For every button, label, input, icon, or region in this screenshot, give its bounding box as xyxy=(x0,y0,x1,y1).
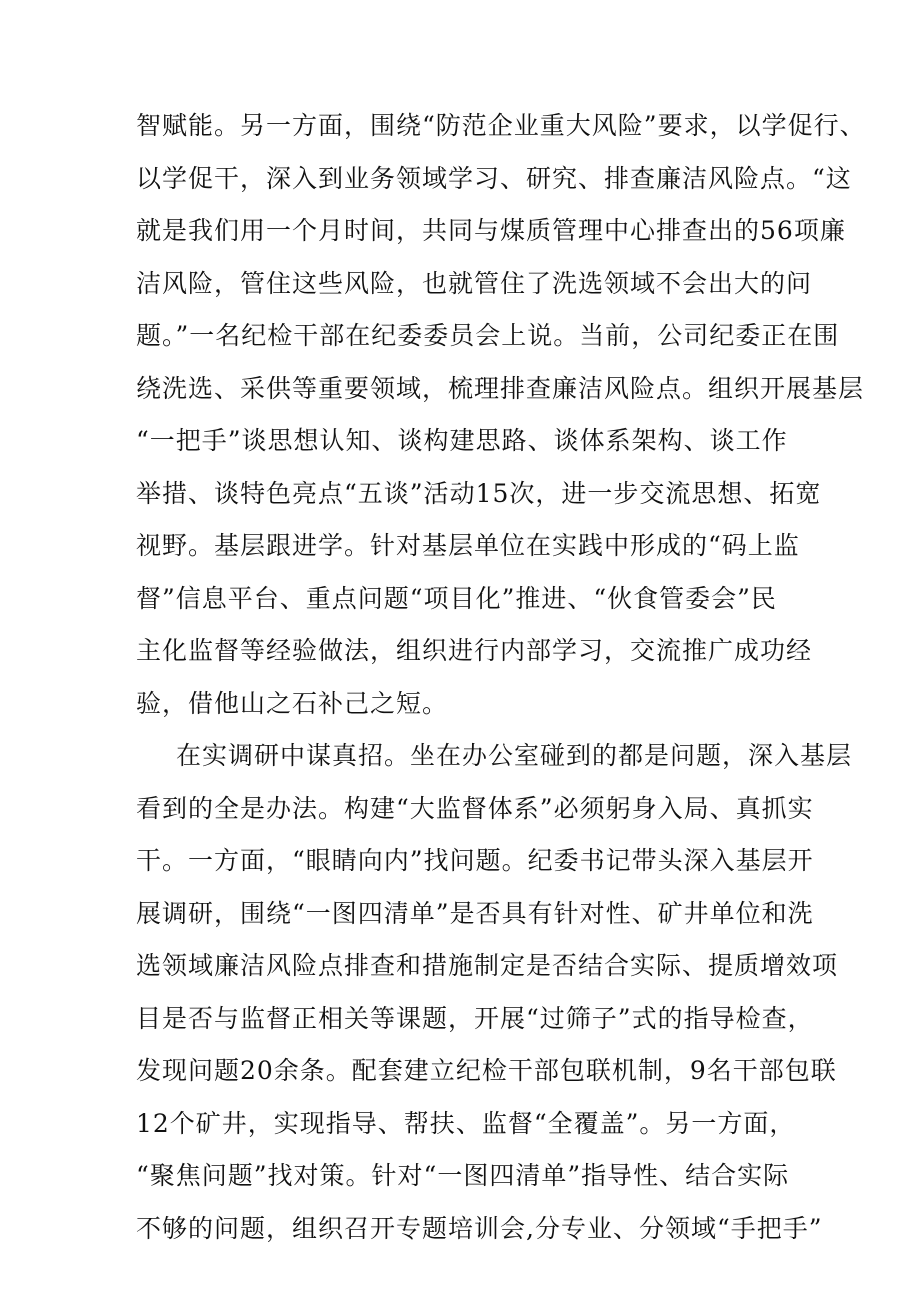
text-line: 绕洗选、采供等重要领域，梳理排查廉洁风险点。组织开展基层 xyxy=(136,373,865,403)
text-line: 洁风险，管住这些风险，也就管住了洗选领域不会出大的问 xyxy=(136,268,813,298)
text-line: 视野。基层跟进学。针对基层单位在实践中形成的“码上监 xyxy=(136,531,800,560)
text-line: 不够的问题，组织召开专题培训会,分专业、分领域“手把手” xyxy=(136,1213,823,1243)
text-line: 督”信息平台、重点问题“项目化”推进、“伙食管委会”民 xyxy=(136,583,777,613)
text-line: “一把手”谈思想认知、谈构建思路、谈体系架构、谈工作 xyxy=(136,426,788,455)
paragraph-first-line: 在实调研中谋真招。坐在办公室碰到的都是问题，深入基层 xyxy=(176,741,853,770)
text-line: 展调研，围绕“一图四清单”是否具有针对性、矿井单位和洗 xyxy=(136,898,814,928)
text-line: 发现问题20余条。配套建立纪检干部包联机制，9名干部包联 xyxy=(136,1056,837,1085)
text-line: 选领域廉洁风险点排查和措施制定是否结合实际、提质增效项 xyxy=(136,951,839,980)
text-line: 举措、谈特色亮点“五谈”活动15次，进一步交流思想、拓宽 xyxy=(136,478,822,508)
text-line: 就是我们用一个月时间，共同与煤质管理中心排查出的56项廉 xyxy=(136,216,846,245)
text-line: 以学促干，深入到业务领域学习、研究、排查廉洁风险点。“这 xyxy=(136,163,852,193)
text-line: 看到的全是办法。构建“大监督体系”必须躬身入局、真抓实 xyxy=(136,793,814,823)
body-text xyxy=(136,100,866,1255)
text-line: 主化监督等经验做法，组织进行内部学习，交流推广成功经 xyxy=(136,636,813,665)
text-line: 目是否与监督正相关等课题，开展“过筛子”式的指导检查， xyxy=(136,1003,814,1033)
text-line: 验，借他山之石补己之短。 xyxy=(136,688,449,718)
text-line: 干。一方面，“眼睛向内”找问题。纪委书记带头深入基层开 xyxy=(136,846,814,875)
text-line: 智赋能。另一方面，围绕“防范企业重大风险”要求，以学促行、 xyxy=(136,111,866,140)
text-line: 题。”一名纪检干部在纪委委员会上说。当前，公司纪委正在围 xyxy=(136,321,840,350)
text-line: “聚焦问题”找对策。针对“一图四清单”指导性、结合实际 xyxy=(136,1161,790,1190)
text-line: 12个矿井，实现指导、帮扶、监督“全覆盖”。另一方面， xyxy=(136,1108,796,1138)
